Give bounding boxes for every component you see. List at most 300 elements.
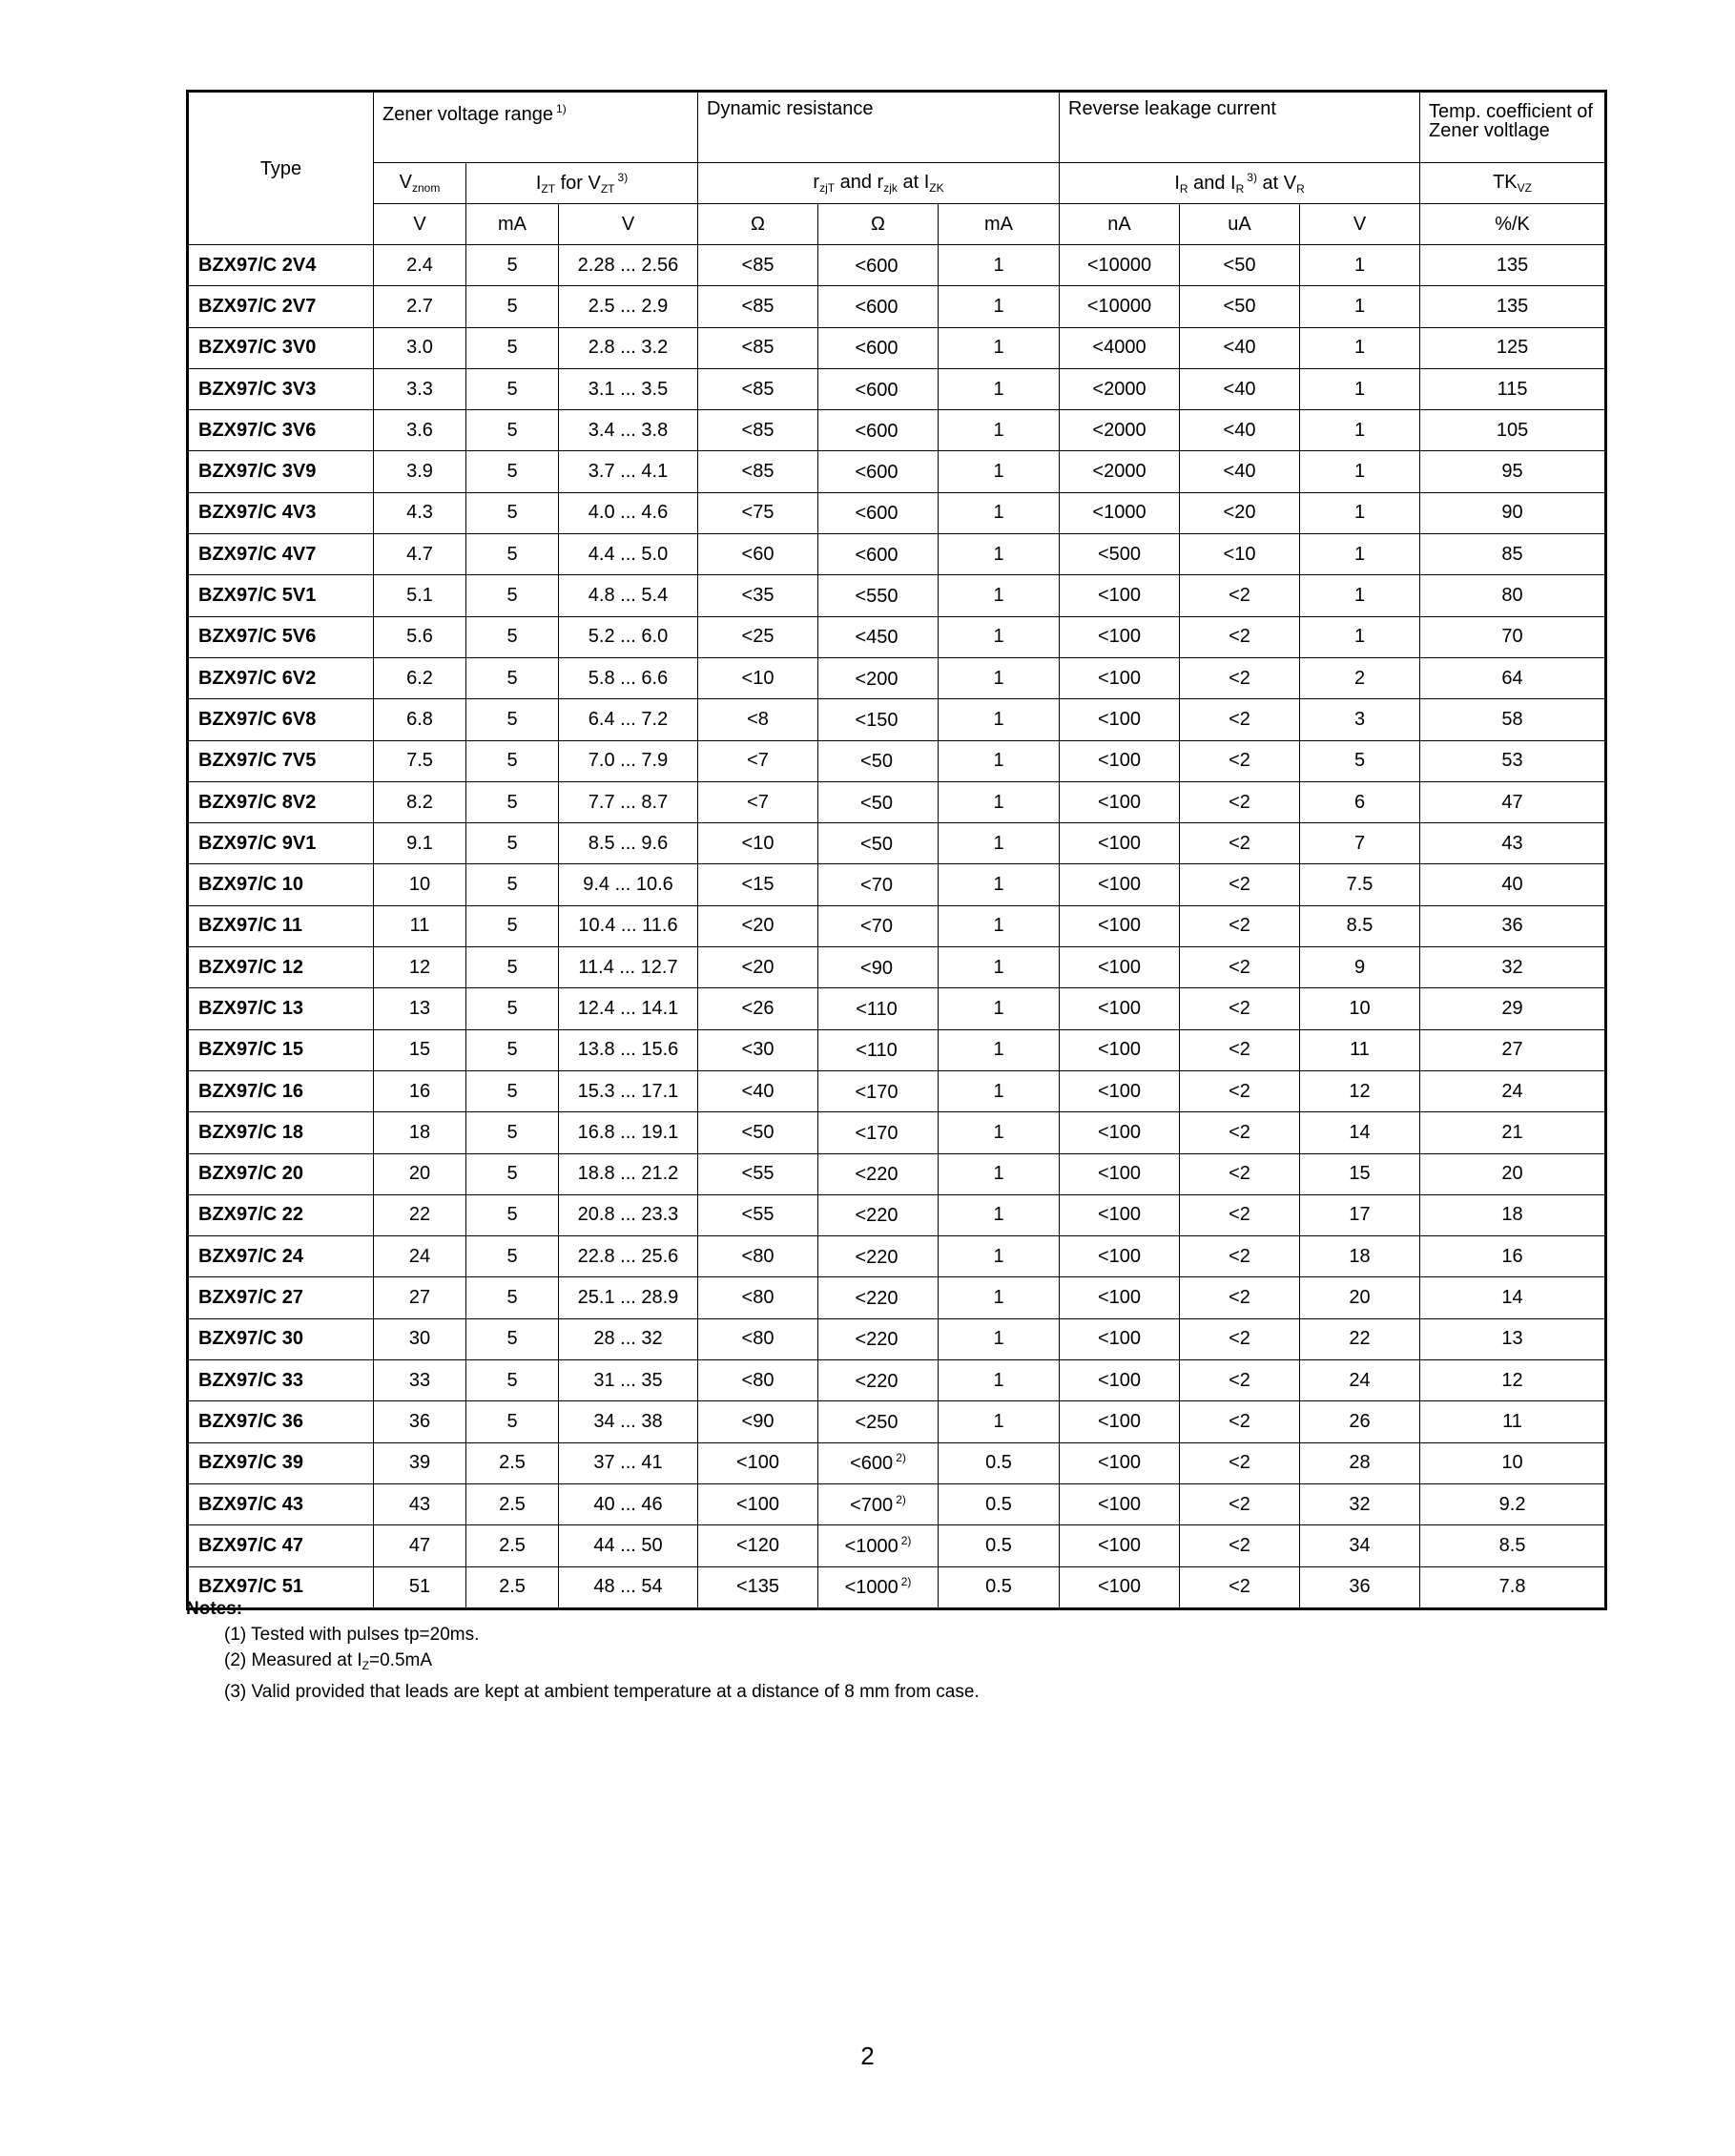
ir-ua-cell: <40 [1180,451,1300,492]
tkvz-cell: 58 [1420,699,1606,740]
vznom-cell: 11 [374,905,466,946]
vznom-cell: 5.6 [374,616,466,657]
table-row [188,286,1606,327]
izt-ma-cell: 5 [466,1029,559,1070]
rzjt-cell: <85 [698,451,818,492]
vzt-range-cell: 7.0 ... 7.9 [559,740,698,781]
rzjk-cell: <600 $^{2)}$ [818,1442,939,1483]
izt-ma-cell: 2.5 [466,1442,559,1483]
vznom-cell: 3.0 [374,327,466,368]
vr-cell: 7.5 [1300,864,1420,905]
unit-cell: uA [1180,204,1300,245]
type-cell: BZX97/C 3V6 [188,410,374,451]
rzjt-cell: <85 [698,286,818,327]
tkvz-cell: 12 [1420,1360,1606,1401]
izt-ma-cell: 5 [466,1277,559,1318]
ir-ua-cell: <10 [1180,534,1300,575]
ir-ua-cell: <2 [1180,1360,1300,1401]
ir-na-cell: <100 [1060,616,1180,657]
rzjk-cell: <600 [818,534,939,575]
vznom-cell: 30 [374,1318,466,1359]
vznom-cell: 36 [374,1401,466,1442]
ir-ua-cell: <40 [1180,327,1300,368]
ir-ua-cell: <2 [1180,823,1300,864]
izt-header: $I_{ZT}$ for $V_{ZT}^{3)}$ [466,163,698,204]
tkvz-cell: 95 [1420,451,1606,492]
tkvz-cell: 8.5 [1420,1525,1606,1566]
table-row [188,1112,1606,1153]
izk-cell: 1 [939,1360,1060,1401]
vr-cell: 14 [1300,1112,1420,1153]
vzt-range-cell: 5.2 ... 6.0 [559,616,698,657]
rzjk-cell: <700 $^{2)}$ [818,1483,939,1524]
ir-ua-cell: <2 [1180,905,1300,946]
table-row [188,947,1606,988]
izk-cell: 1 [939,1070,1060,1111]
izk-cell: 0.5 [939,1483,1060,1524]
reverse-leakage-header: Reverse leakage current [1060,92,1420,163]
izk-cell: 1 [939,616,1060,657]
type-cell: BZX97/C 6V2 [188,657,374,698]
table-row [188,492,1606,533]
vznom-cell: 18 [374,1112,466,1153]
page-number: 2 [860,2042,875,2070]
rzjk-cell: <550 [818,575,939,616]
vr-cell: 1 [1300,492,1420,533]
unit-cell: V [1300,204,1420,245]
rzjt-cell: <55 [698,1153,818,1194]
vznom-cell: 3.6 [374,410,466,451]
type-cell: BZX97/C 18 [188,1112,374,1153]
notes-section [186,1596,1521,1705]
rzjk-cell: <50 [818,823,939,864]
tkvz-cell: 47 [1420,781,1606,822]
izt-ma-cell: 5 [466,699,559,740]
izk-cell: 1 [939,905,1060,946]
tkvz-cell: 13 [1420,1318,1606,1359]
vznom-cell: 51 [374,1566,466,1608]
vzt-range-cell: 31 ... 35 [559,1360,698,1401]
vzt-range-cell: 40 ... 46 [559,1483,698,1524]
vr-cell: 22 [1300,1318,1420,1359]
vr-cell: 8.5 [1300,905,1420,946]
type-cell: BZX97/C 2V7 [188,286,374,327]
izk-cell: 0.5 [939,1525,1060,1566]
izt-ma-cell: 5 [466,1236,559,1277]
rzjt-cell: <85 [698,245,818,286]
table-row [188,1401,1606,1442]
vr-cell: 10 [1300,988,1420,1029]
izt-ma-cell: 2.5 [466,1483,559,1524]
ir-ua-cell: <2 [1180,575,1300,616]
rzjk-cell: <600 [818,451,939,492]
rzjt-cell: <100 [698,1442,818,1483]
rzjk-cell: <600 [818,368,939,409]
izk-cell: 1 [939,657,1060,698]
izt-ma-cell: 5 [466,823,559,864]
unit-cell: Ω [818,204,939,245]
vr-cell: 34 [1300,1525,1420,1566]
ir-na-cell: <2000 [1060,368,1180,409]
izk-cell: 1 [939,1401,1060,1442]
table-row [188,1525,1606,1566]
ir-na-cell: <100 [1060,1194,1180,1235]
table-row [188,905,1606,946]
vznom-cell: 8.2 [374,781,466,822]
vznom-cell: 6.2 [374,657,466,698]
ir-ua-cell: <2 [1180,864,1300,905]
ir-na-cell: <10000 [1060,286,1180,327]
vznom-cell: 16 [374,1070,466,1111]
ir-na-cell: <100 [1060,1029,1180,1070]
rzjt-cell: <85 [698,410,818,451]
vr-cell: 28 [1300,1442,1420,1483]
ir-na-cell: <100 [1060,1277,1180,1318]
ir-na-cell: <100 [1060,864,1180,905]
tkvz-cell: 40 [1420,864,1606,905]
table-row [188,410,1606,451]
vzt-range-cell: 22.8 ... 25.6 [559,1236,698,1277]
rzjt-cell: <35 [698,575,818,616]
rzjt-cell: <10 [698,657,818,698]
type-cell: BZX97/C 33 [188,1360,374,1401]
vznom-cell: 33 [374,1360,466,1401]
type-cell: BZX97/C 13 [188,988,374,1029]
izt-ma-cell: 5 [466,286,559,327]
vznom-cell: 2.4 [374,245,466,286]
ir-na-cell: <100 [1060,1483,1180,1524]
ir-na-cell: <100 [1060,1442,1180,1483]
tkvz-cell: 29 [1420,988,1606,1029]
rzjk-cell: <250 [818,1401,939,1442]
izk-cell: 1 [939,245,1060,286]
tkvz-cell: 27 [1420,1029,1606,1070]
type-cell: BZX97/C 5V1 [188,575,374,616]
vzt-range-cell: 5.8 ... 6.6 [559,657,698,698]
type-cell: BZX97/C 9V1 [188,823,374,864]
rzjt-cell: <60 [698,534,818,575]
type-cell: BZX97/C 36 [188,1401,374,1442]
tkvz-cell: 32 [1420,947,1606,988]
rzjt-cell: <20 [698,905,818,946]
vr-cell: 9 [1300,947,1420,988]
rzjk-cell: <220 [818,1194,939,1235]
ir-na-cell: <100 [1060,781,1180,822]
rzjk-cell: <70 [818,864,939,905]
vr-cell: 15 [1300,1153,1420,1194]
rzjk-cell: <50 [818,740,939,781]
table-body [188,245,1606,1609]
tkvz-cell: 21 [1420,1112,1606,1153]
type-cell: BZX97/C 51 [188,1566,374,1608]
rzjk-cell: <110 [818,988,939,1029]
ir-na-cell: <100 [1060,740,1180,781]
vzt-range-cell: 48 ... 54 [559,1566,698,1608]
ir-na-cell: <100 [1060,1525,1180,1566]
izk-cell: 1 [939,451,1060,492]
izt-ma-cell: 5 [466,905,559,946]
type-cell: BZX97/C 43 [188,1483,374,1524]
table-row [188,451,1606,492]
izk-cell: 0.5 [939,1442,1060,1483]
vznom-cell: 43 [374,1483,466,1524]
izk-cell: 0.5 [939,1566,1060,1608]
ir-ua-cell: <2 [1180,1442,1300,1483]
type-cell: BZX97/C 6V8 [188,699,374,740]
tkvz-cell: 115 [1420,368,1606,409]
ir-ua-cell: <2 [1180,1318,1300,1359]
rzjk-cell: <50 [818,781,939,822]
vznom-cell: 4.3 [374,492,466,533]
type-cell: BZX97/C 3V3 [188,368,374,409]
izk-cell: 1 [939,327,1060,368]
rzjk-cell: <150 [818,699,939,740]
units-row [188,204,1606,245]
vzt-range-cell: 15.3 ... 17.1 [559,1070,698,1111]
rzjk-cell: <170 [818,1112,939,1153]
vr-cell: 1 [1300,410,1420,451]
ir-na-cell: <100 [1060,657,1180,698]
table-row [188,1236,1606,1277]
tkvz-cell: 135 [1420,245,1606,286]
vzt-range-cell: 2.28 ... 2.56 [559,245,698,286]
vznom-cell: 5.1 [374,575,466,616]
izk-cell: 1 [939,864,1060,905]
tkvz-cell: 20 [1420,1153,1606,1194]
vr-cell: 36 [1300,1566,1420,1608]
ir-ua-cell: <2 [1180,740,1300,781]
rzjt-cell: <80 [698,1318,818,1359]
ir-ua-cell: <2 [1180,699,1300,740]
vznom-cell: 10 [374,864,466,905]
type-cell: BZX97/C 3V9 [188,451,374,492]
rzjk-cell: <220 [818,1318,939,1359]
vr-cell: 1 [1300,245,1420,286]
vr-cell: 1 [1300,368,1420,409]
note-2: (2) Measured at $I_Z=0.5mA$ [224,1650,433,1672]
ir-ua-cell: <20 [1180,492,1300,533]
vzt-range-cell: 3.7 ... 4.1 [559,451,698,492]
tkvz-cell: 16 [1420,1236,1606,1277]
table-row [188,1360,1606,1401]
table-row [188,368,1606,409]
vznom-cell: 20 [374,1153,466,1194]
table-row [188,534,1606,575]
type-cell: BZX97/C 27 [188,1277,374,1318]
temp-coefficient-header: Temp. coefficient of Zener voltlage [1420,92,1606,163]
vzt-range-cell: 2.5 ... 2.9 [559,286,698,327]
tkvz-cell: 53 [1420,740,1606,781]
table-row [188,823,1606,864]
ir-na-cell: <100 [1060,947,1180,988]
rzjt-cell: <85 [698,327,818,368]
vznom-cell: 24 [374,1236,466,1277]
table-row [188,1153,1606,1194]
type-cell: BZX97/C 24 [188,1236,374,1277]
rzjt-cell: <80 [698,1360,818,1401]
izk-cell: 1 [939,1112,1060,1153]
rzjt-cell: <25 [698,616,818,657]
rzjk-cell: <90 [818,947,939,988]
izk-cell: 1 [939,1194,1060,1235]
table-row [188,1483,1606,1524]
type-cell: BZX97/C 8V2 [188,781,374,822]
ir-ua-cell: <2 [1180,1483,1300,1524]
vzt-range-cell: 6.4 ... 7.2 [559,699,698,740]
tkvz-cell: 14 [1420,1277,1606,1318]
izt-ma-cell: 5 [466,947,559,988]
type-cell: BZX97/C 22 [188,1194,374,1235]
tkvz-cell: 70 [1420,616,1606,657]
izt-ma-cell: 5 [466,781,559,822]
izk-cell: 1 [939,286,1060,327]
unit-cell: mA [939,204,1060,245]
type-cell: BZX97/C 11 [188,905,374,946]
ir-na-cell: <100 [1060,699,1180,740]
vzt-range-cell: 16.8 ... 19.1 [559,1112,698,1153]
rzjt-cell: <7 [698,740,818,781]
izt-ma-cell: 5 [466,368,559,409]
izk-cell: 1 [939,1277,1060,1318]
rzjk-cell: <600 [818,286,939,327]
tkvz-cell: 90 [1420,492,1606,533]
vznom-cell: 3.3 [374,368,466,409]
izk-cell: 1 [939,534,1060,575]
vznom-cell: 4.7 [374,534,466,575]
vznom-cell: 7.5 [374,740,466,781]
izt-ma-cell: 5 [466,864,559,905]
vr-cell: 24 [1300,1360,1420,1401]
vznom-cell: 47 [374,1525,466,1566]
vr-cell: 1 [1300,575,1420,616]
izt-ma-cell: 5 [466,1194,559,1235]
izt-ma-cell: 5 [466,1112,559,1153]
type-cell: BZX97/C 39 [188,1442,374,1483]
vr-cell: 2 [1300,657,1420,698]
vr-cell: 26 [1300,1401,1420,1442]
ir-na-cell: <100 [1060,823,1180,864]
izt-ma-cell: 5 [466,740,559,781]
izk-cell: 1 [939,988,1060,1029]
unit-cell: V [559,204,698,245]
vzt-range-cell: 28 ... 32 [559,1318,698,1359]
table-row [188,1194,1606,1235]
ir-ua-cell: <2 [1180,781,1300,822]
rzjt-cell: <40 [698,1070,818,1111]
type-cell: BZX97/C 4V7 [188,534,374,575]
ir-na-cell: <100 [1060,1070,1180,1111]
ir-ua-cell: <40 [1180,368,1300,409]
vzt-range-cell: 7.7 ... 8.7 [559,781,698,822]
rzjk-cell: <220 [818,1277,939,1318]
rzjt-cell: <26 [698,988,818,1029]
izk-cell: 1 [939,699,1060,740]
ir-ua-cell: <2 [1180,657,1300,698]
table-row [188,1318,1606,1359]
vr-cell: 20 [1300,1277,1420,1318]
ir-ua-cell: <2 [1180,616,1300,657]
vzt-range-cell: 8.5 ... 9.6 [559,823,698,864]
vznom-cell: 2.7 [374,286,466,327]
type-cell: BZX97/C 4V3 [188,492,374,533]
rzjk-cell: <600 [818,327,939,368]
ir-na-cell: <100 [1060,905,1180,946]
vzt-range-cell: 3.4 ... 3.8 [559,410,698,451]
dynamic-resistance-header: Dynamic resistance [698,92,1060,163]
type-cell: BZX97/C 3V0 [188,327,374,368]
type-cell: BZX97/C 16 [188,1070,374,1111]
izt-ma-cell: 5 [466,410,559,451]
vzt-range-cell: 9.4 ... 10.6 [559,864,698,905]
type-cell: BZX97/C 2V4 [188,245,374,286]
ir-na-cell: <100 [1060,1153,1180,1194]
tkvz-cell: 125 [1420,327,1606,368]
ir-na-cell: <100 [1060,1236,1180,1277]
unit-cell: Ω [698,204,818,245]
unit-cell: mA [466,204,559,245]
ir-na-cell: <100 [1060,1401,1180,1442]
tkvz-cell: 135 [1420,286,1606,327]
ir-ua-cell: <2 [1180,1029,1300,1070]
ir-na-cell: <100 [1060,575,1180,616]
rzjk-cell: <220 [818,1236,939,1277]
ir-ua-cell: <2 [1180,1566,1300,1608]
ir-na-cell: <100 [1060,1318,1180,1359]
ir-ua-cell: <40 [1180,410,1300,451]
table-row [188,616,1606,657]
izk-cell: 1 [939,368,1060,409]
vr-cell: 1 [1300,286,1420,327]
vznom-cell: 27 [374,1277,466,1318]
type-cell: BZX97/C 20 [188,1153,374,1194]
vznom-cell: 9.1 [374,823,466,864]
type-cell: BZX97/C 30 [188,1318,374,1359]
tkvz-cell: 9.2 [1420,1483,1606,1524]
ir-na-cell: <2000 [1060,410,1180,451]
rzjt-cell: <75 [698,492,818,533]
ir-na-cell: <1000 [1060,492,1180,533]
izk-cell: 1 [939,575,1060,616]
vr-cell: 12 [1300,1070,1420,1111]
rzjk-cell: <600 [818,410,939,451]
tkvz-cell: 85 [1420,534,1606,575]
rzjt-cell: <85 [698,368,818,409]
ir-na-cell: <100 [1060,1566,1180,1608]
ir-na-cell: <500 [1060,534,1180,575]
ir-ua-cell: <2 [1180,1525,1300,1566]
ir-ua-cell: <2 [1180,947,1300,988]
vznom-cell: 13 [374,988,466,1029]
vr-cell: 1 [1300,616,1420,657]
izt-ma-cell: 5 [466,1318,559,1359]
ir-ua-cell: <2 [1180,1236,1300,1277]
izt-ma-cell: 5 [466,451,559,492]
izt-ma-cell: 5 [466,492,559,533]
izk-cell: 1 [939,1318,1060,1359]
rzjt-cell: <80 [698,1236,818,1277]
ir-header: $I_R$ and $I_R^{3)}$ at $V_R$ [1060,163,1420,204]
ir-na-cell: <4000 [1060,327,1180,368]
vr-cell: 32 [1300,1483,1420,1524]
izk-cell: 1 [939,823,1060,864]
izt-ma-cell: 5 [466,1360,559,1401]
rzjt-cell: <7 [698,781,818,822]
vzt-range-cell: 13.8 ... 15.6 [559,1029,698,1070]
notes-title: Notes: [186,1599,243,1619]
izk-cell: 1 [939,947,1060,988]
vznom-cell: 6.8 [374,699,466,740]
type-cell: BZX97/C 12 [188,947,374,988]
